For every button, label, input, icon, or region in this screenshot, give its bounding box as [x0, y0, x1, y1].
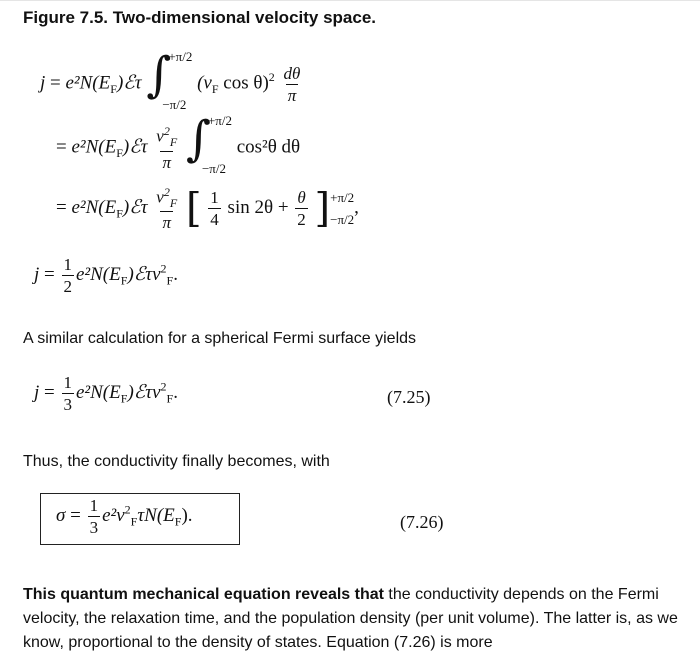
subscript-f: F [174, 514, 182, 529]
subscript-f: F [211, 82, 219, 97]
fraction-dtheta-pi [282, 65, 303, 104]
body-bold: This quantum mechanical equation reveals that [23, 586, 384, 603]
body-rest: the conductivity depends on the Fermi velocity, the relaxation time, and the population density (per unit volume). The latter is, as we know, proportional to the density of states. Equation (7.26) is more [23, 586, 678, 651]
subscript-f: F [120, 391, 128, 406]
factor-text: e²N(E [65, 72, 111, 94]
square-exponent: 2 [268, 70, 275, 85]
factor-end: )ℰτ [116, 72, 142, 94]
frac-num [154, 125, 179, 150]
result-end: )ℰτv [127, 263, 161, 285]
integral-upper: +π/2 [207, 113, 232, 128]
frac-den: 3 [63, 395, 72, 414]
equals-sign: = [44, 263, 55, 285]
subscript-f: F [166, 391, 174, 406]
square-exponent: 2 [160, 261, 167, 276]
sigma-rhs: e²v [102, 504, 125, 526]
subscript-f: F [120, 273, 128, 288]
frac-den: π [162, 213, 171, 233]
equals-sign: = [56, 196, 67, 218]
frac-num: 1 [89, 496, 99, 515]
result-text: e²N(E [76, 263, 121, 285]
frac-num: 1 [63, 373, 72, 392]
equation-line-1 [40, 47, 304, 113]
subscript-f: F [116, 206, 123, 221]
fraction-1-3 [88, 497, 101, 536]
frac-num: 1 [63, 255, 72, 274]
sigma-rhs2: τN(E [137, 504, 175, 526]
subscript-f: F [169, 135, 178, 150]
integral-upper: +π/2 [168, 49, 193, 64]
integral-sign: ∫ +π/2 −π/2 [146, 47, 193, 112]
sin-term: sin 2θ + [227, 196, 289, 218]
result-text: e²N(E [76, 381, 121, 403]
left-bracket: [ [185, 185, 202, 232]
lhs-j: j [34, 263, 40, 285]
equation-line-3 [56, 186, 359, 231]
equation-line-4 [34, 256, 178, 295]
equals-sign: = [44, 381, 55, 403]
comma: , [354, 196, 359, 218]
equation-7-26 [56, 497, 193, 536]
equals-sign: = [50, 72, 61, 94]
subscript-f: F [169, 196, 178, 211]
subscript-f: F [166, 273, 174, 288]
fraction-vf2-pi [154, 125, 179, 170]
fraction-vf2-pi [154, 186, 179, 231]
square-exponent: 2 [160, 379, 167, 394]
sigma-end: ). [181, 504, 193, 526]
frac-den: π [162, 152, 171, 172]
frac-den: 4 [210, 210, 219, 230]
fraction-theta-2 [295, 189, 308, 228]
square-exponent: 2 [163, 124, 170, 139]
v-symbol: v [156, 127, 164, 147]
factor-text: e²N(E [71, 136, 117, 158]
equation-7-25 [34, 374, 178, 413]
integral-sign: ∫ +π/2 −π/2 [185, 111, 232, 176]
bracket-upper: +π/2 [330, 189, 355, 205]
integral-lower: −π/2 [162, 97, 187, 112]
body-paragraph [23, 583, 683, 655]
equals-sign: = [70, 504, 81, 526]
square-exponent: 2 [163, 185, 170, 199]
equation-line-2 [56, 111, 301, 177]
subscript-f: F [110, 82, 117, 97]
period: . [173, 381, 178, 403]
v-symbol: v [156, 187, 164, 207]
equals-sign: = [56, 136, 67, 158]
fraction-1-4 [208, 189, 221, 228]
bracket-lower: −π/2 [330, 211, 355, 227]
bracket-limits [330, 187, 354, 231]
factor-end: )ℰτ [122, 196, 148, 218]
lhs-j: j [40, 72, 46, 94]
frac-num: dθ [283, 63, 301, 83]
frac-den: 3 [89, 518, 99, 537]
integrand-v: (v [197, 72, 212, 94]
factor-text: e²N(E [71, 196, 117, 218]
result-end: )ℰτv [127, 381, 161, 403]
subscript-f: F [116, 146, 123, 161]
equation-number-7-26: (7.26) [400, 512, 444, 532]
frac-den: π [287, 85, 297, 105]
integrand-cos2: cos²θ dθ [236, 136, 301, 158]
paragraph-similar: A similar calculation for a spherical Fermi surface yields [23, 330, 417, 347]
integrand-cos: cos θ) [218, 72, 269, 94]
period: . [173, 263, 178, 285]
square-exponent: 2 [124, 502, 131, 517]
frac-num [154, 186, 179, 211]
factor-end: )ℰτ [122, 136, 148, 158]
sigma-symbol: σ [56, 504, 66, 526]
frac-den: 2 [63, 277, 72, 296]
subscript-f: F [130, 514, 138, 529]
figure-caption: Figure 7.5. Two-dimensional velocity space. [23, 8, 377, 27]
fraction-1-2 [62, 256, 75, 295]
right-bracket: ] [314, 185, 331, 232]
fraction-1-3 [62, 374, 75, 413]
integral-lower: −π/2 [201, 161, 226, 176]
lhs-j: j [34, 381, 40, 403]
equation-number-7-25: (7.25) [387, 387, 431, 407]
paragraph-thus: Thus, the conductivity finally becomes, with [23, 453, 330, 470]
frac-num: 1 [210, 188, 219, 208]
frac-den: 2 [297, 210, 306, 230]
frac-num: θ [297, 188, 306, 208]
